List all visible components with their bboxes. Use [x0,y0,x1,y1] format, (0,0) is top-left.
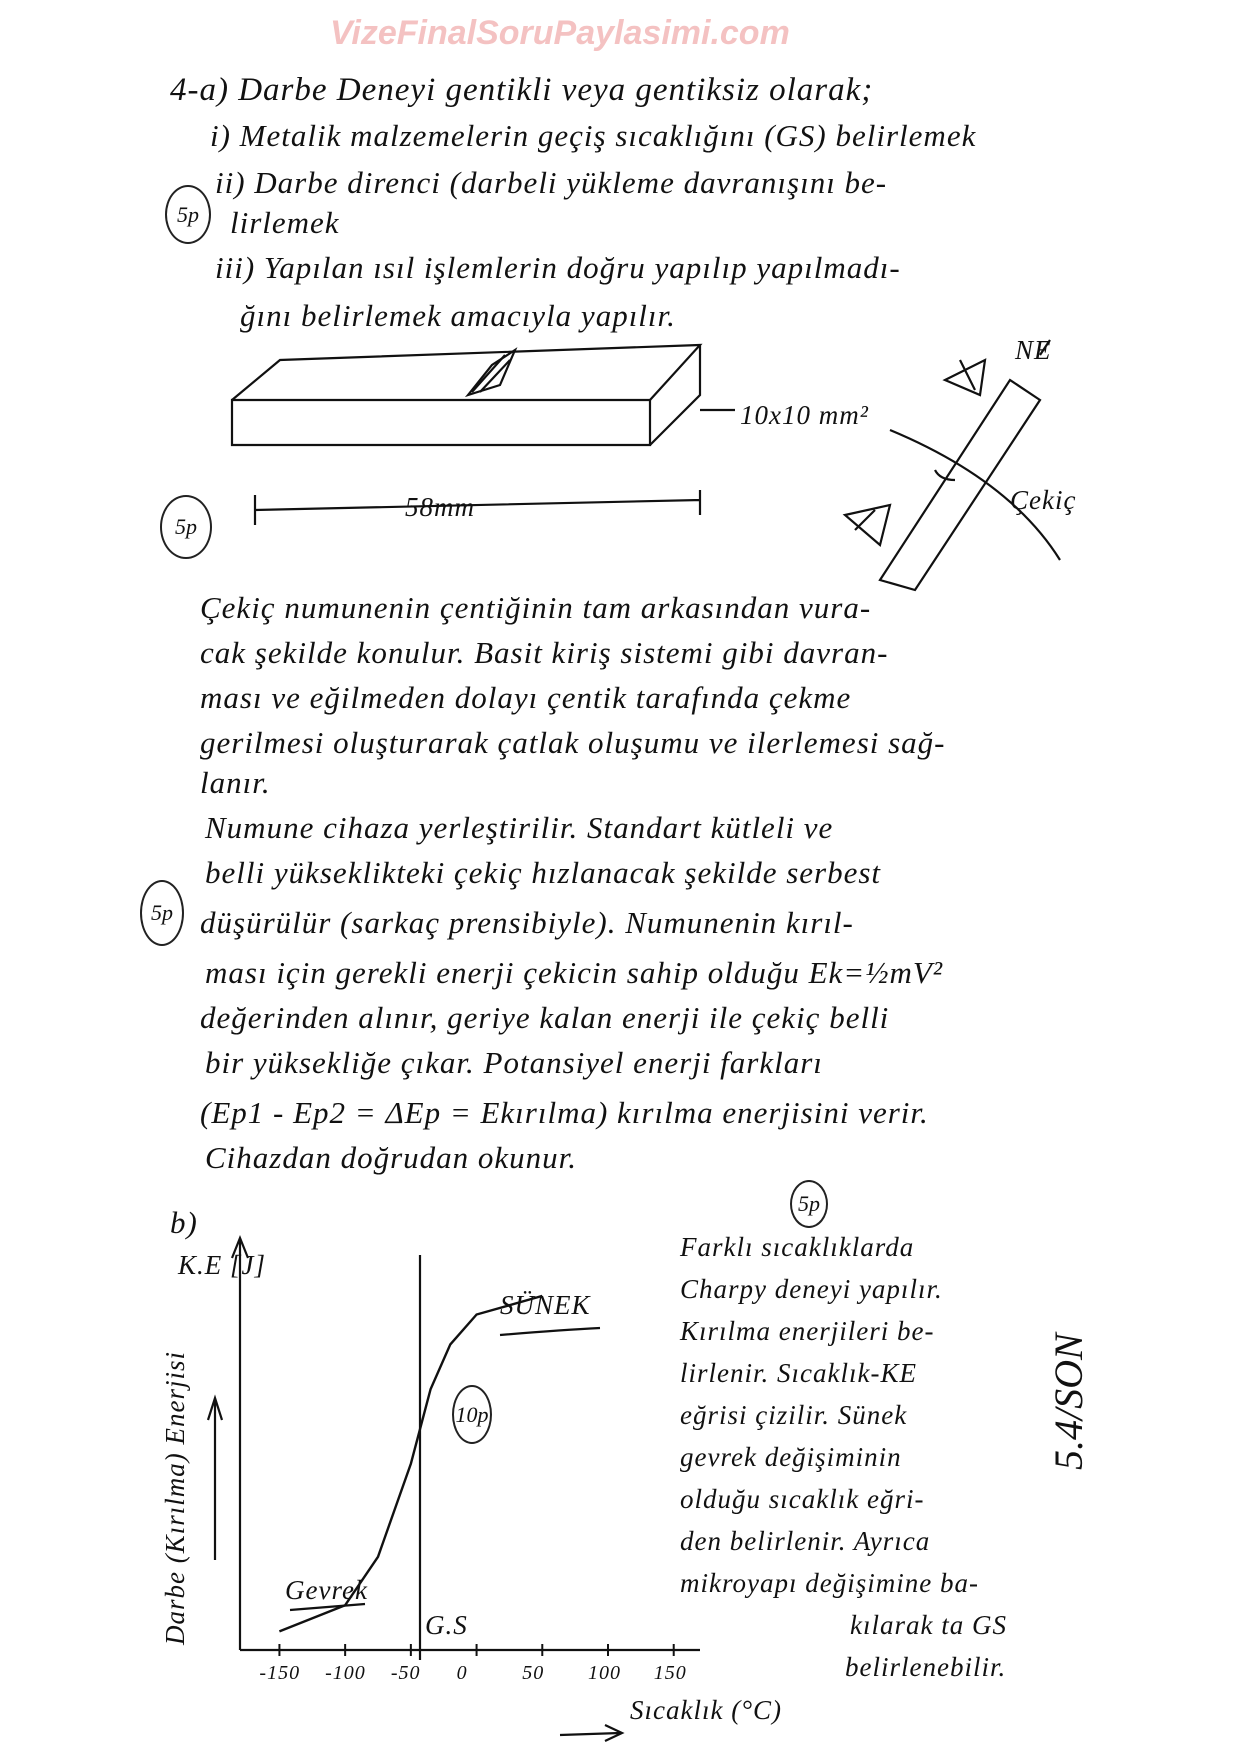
part-b-text-line: lirlenir. Sıcaklık-KE [680,1358,917,1388]
specimen-front-face [232,400,650,445]
x-tick-label: 150 [653,1662,687,1684]
watermark: VizeFinalSoruPaylasimi.com [330,14,790,52]
part-a-line-2: i) Metalik malzemelerin geçiş sıcaklığını (GS) belirlemek [210,118,977,153]
part-b-text-line: den belirlenir. Ayrıca [680,1526,931,1556]
part-a-line-3: ii) Darbe direnci (darbeli yükleme davranışını be- [215,165,888,200]
part-b-text-line: kılarak ta GS [850,1610,1007,1640]
x-tick-label: -100 [325,1662,366,1684]
part-a-line-6: ğını belirlemek amacıyla yapılır. [240,298,676,333]
part-a-line-5: iii) Yapılan ısıl işlemlerin doğru yapılıp yapılmadı- [215,250,901,285]
y-arrow [208,1398,222,1560]
part-b-label: b) [170,1205,198,1240]
x-tick-label: -50 [390,1662,421,1684]
support-bottom [845,505,890,545]
section-dimension: 10x10 mm² [740,400,869,430]
part-b-text-line: Kırılma enerjileri be- [680,1316,935,1346]
sunek-label: SÜNEK [500,1290,591,1320]
part-b-text-line: eğrisi çizilir. Sünek [680,1400,908,1430]
para2-line: Numune cihaza yerleştirilir. Standart kütleli ve [205,810,834,845]
specimen-sketch [232,345,735,525]
para2-line: Cihazdan doğrudan okunur. [205,1140,578,1175]
y-axis [232,1238,248,1650]
part-b-text-line: olduğu sıcaklık eğri- [680,1484,925,1514]
score-badge: 5p [165,185,211,244]
part-b-text-line: Charpy deneyi yapılır. [680,1274,943,1304]
para2-line: ması için gerekli enerji çekicin sahip olduğu Ek=½mV² [205,955,944,990]
score-badge: 5p [790,1180,828,1228]
part-a-line-4: lirlemek [230,205,340,240]
score-badge: 5p [140,880,184,946]
para2-line: (Ep1 - Ep2 = ΔEp = Ekırılma) kırılma enerjisini verir. [200,1095,929,1130]
x-tick-label: 100 [588,1662,621,1684]
x-tick-label: 50 [522,1662,545,1684]
para1-line: cak şekilde konulur. Basit kiriş sistemi gibi davran- [200,635,889,670]
x-arrow [560,1725,622,1741]
para1-line: gerilmesi oluşturarak çatlak oluşumu ve ilerlemesi sağ- [200,725,946,760]
part-a-line-1: 4-a) Darbe Deneyi gentikli veya gentiksiz olarak; [170,72,874,108]
para1-line: ması ve eğilmeden dolayı çentik tarafında çekme [200,680,852,715]
part-b-text-line: Farklı sıcaklıklarda [680,1232,915,1262]
para1-line: Çekiç numunenin çentiğinin tam arkasından vura- [200,590,872,625]
length-dimension: 58mm [405,492,475,522]
specimen-top-face [232,345,700,400]
specimen-side-face [650,345,700,445]
part-b-text-line: mikroyapı değişimine ba- [680,1568,979,1598]
notch-mark [935,470,955,480]
x-tick-label: -150 [259,1662,301,1684]
gevrek-label: Gevrek [285,1575,368,1605]
para2-line: değerinden alınır, geriye kalan enerji ile çekiç belli [200,1000,890,1035]
part-b-text-line: gevrek değişiminin [680,1442,902,1472]
gs-label: G.S [425,1610,468,1640]
para2-line: belli yükseklikteki çekiç hızlanacak şekilde serbest [205,855,882,890]
sunek-underline [500,1328,600,1335]
page-mark: 5.4/SON [1046,1333,1091,1470]
part-b-text-line: belirlenebilir. [845,1652,1007,1682]
hammer-label: Çekiç [1010,485,1077,515]
impact-sketch [845,340,1060,590]
length-dimension-line [255,490,700,525]
score-badge: 5p [160,495,212,559]
x-tick-label: 0 [456,1662,468,1684]
x-axis-label: Sıcaklık (°C) [630,1695,782,1725]
support-top [945,360,985,395]
y-unit-label: K.E [J] [178,1250,266,1280]
score-badge: 10p [452,1385,492,1444]
para1-line: lanır. [200,765,271,800]
ne-label: NE [1015,335,1052,365]
y-axis-label: Darbe (Kırılma) Enerjisi [160,1351,190,1645]
para2-line: düşürülür (sarkaç prensibiyle). Numunenin kırıl- [200,905,854,940]
para2-line: bir yüksekliğe çıkar. Potansiyel enerji farkları [205,1045,823,1080]
